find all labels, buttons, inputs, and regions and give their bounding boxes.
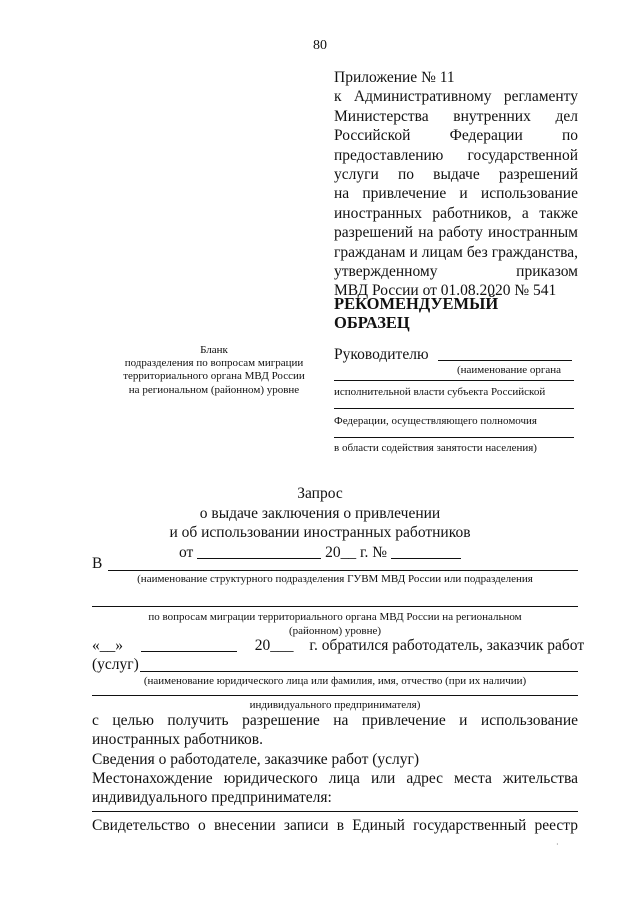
recipient-note: в области содействия занятости населения) — [334, 442, 537, 454]
employer-note: (наименование юридического лица или фамилия, имя, отчество (при их наличии) — [143, 675, 527, 687]
recipient-lead: Руководителю — [334, 346, 429, 363]
recipient-note: Федерации, осуществляющего полномочия — [334, 415, 537, 427]
appendix-line: гражданам и лицам без гражданства, — [334, 243, 578, 261]
location-line: индивидуального предпринимателя: — [92, 789, 332, 806]
applied-date-field[interactable] — [141, 637, 237, 652]
letterhead-line: территориального органа МВД России — [123, 370, 305, 383]
employer-note: индивидуального предпринимателя) — [249, 699, 421, 711]
purpose-line: иностранных работников. — [92, 731, 263, 748]
location-fill-line[interactable] — [92, 811, 578, 812]
to-fill-line[interactable] — [108, 570, 578, 571]
appendix-line: разрешений на работу иностранным — [334, 224, 578, 242]
appendix-line: Российской Федерации по — [334, 127, 578, 145]
appendix-line: утвержденному приказом — [334, 263, 578, 281]
recipient-note: (наименование органа — [456, 364, 562, 376]
appendix-line: иностранных работников, а также — [334, 204, 578, 222]
applied-services: (услуг) — [92, 656, 139, 673]
purpose-line: с целью получить разрешение на привлечение и использование — [92, 712, 578, 729]
appendix-line: МВД России от 01.08.2020 № 541 — [334, 282, 557, 300]
employer-fill-line[interactable] — [92, 695, 578, 696]
to-note: по вопросам миграции территориального органа МВД России на региональном — [148, 611, 522, 623]
applied-row: «__» 20___ г. обратился работодатель, заказчик работ — [92, 637, 585, 654]
recommended-sample-label: РЕКОМЕНДУЕМЫЙ ОБРАЗЕЦ — [334, 294, 499, 332]
appendix-line: на привлечение и использование — [334, 185, 578, 203]
appendix-line: предоставлению государственной — [334, 146, 578, 164]
info-heading: Сведения о работодателе, заказчике работ (услуг) — [92, 751, 420, 768]
request-date-row: от 20__ г. № — [179, 543, 461, 563]
location-line: Местонахождение юридического лица или адрес места жительства — [92, 770, 578, 787]
to-note: (районном) уровне) — [289, 625, 381, 637]
request-subtitle: и об использовании иностранных работников — [169, 524, 471, 542]
to-fill-line[interactable] — [92, 606, 578, 607]
to-note: (наименование структурного подразделения ГУВМ МВД России или подразделения — [137, 573, 533, 585]
letterhead-line: на региональном (районном) уровне — [128, 383, 300, 396]
appendix-line: услуги по выдаче разрешений — [334, 166, 578, 184]
appendix-line: Министерства внутренних дел — [334, 107, 578, 125]
employer-fill-line[interactable] — [140, 671, 578, 672]
scan-artifact: · — [556, 840, 559, 849]
recipient-note: исполнительной власти субъекта Российской — [334, 386, 546, 398]
appendix-title: Приложение № 11 — [334, 69, 455, 86]
letterhead-line: Бланк — [200, 344, 228, 356]
appendix-line: к Административному регламенту — [334, 88, 578, 106]
request-title: Запрос — [297, 485, 343, 502]
request-body — [92, 0, 585, 905]
to-prefix: В — [92, 555, 103, 572]
request-subtitle: о выдаче заключения о привлечении — [199, 504, 441, 522]
page-number: 80 — [313, 38, 327, 53]
letterhead-line: подразделения по вопросам миграции — [124, 357, 304, 370]
certificate-line: Свидетельство о внесении записи в Единый государственный реестр — [92, 817, 578, 834]
